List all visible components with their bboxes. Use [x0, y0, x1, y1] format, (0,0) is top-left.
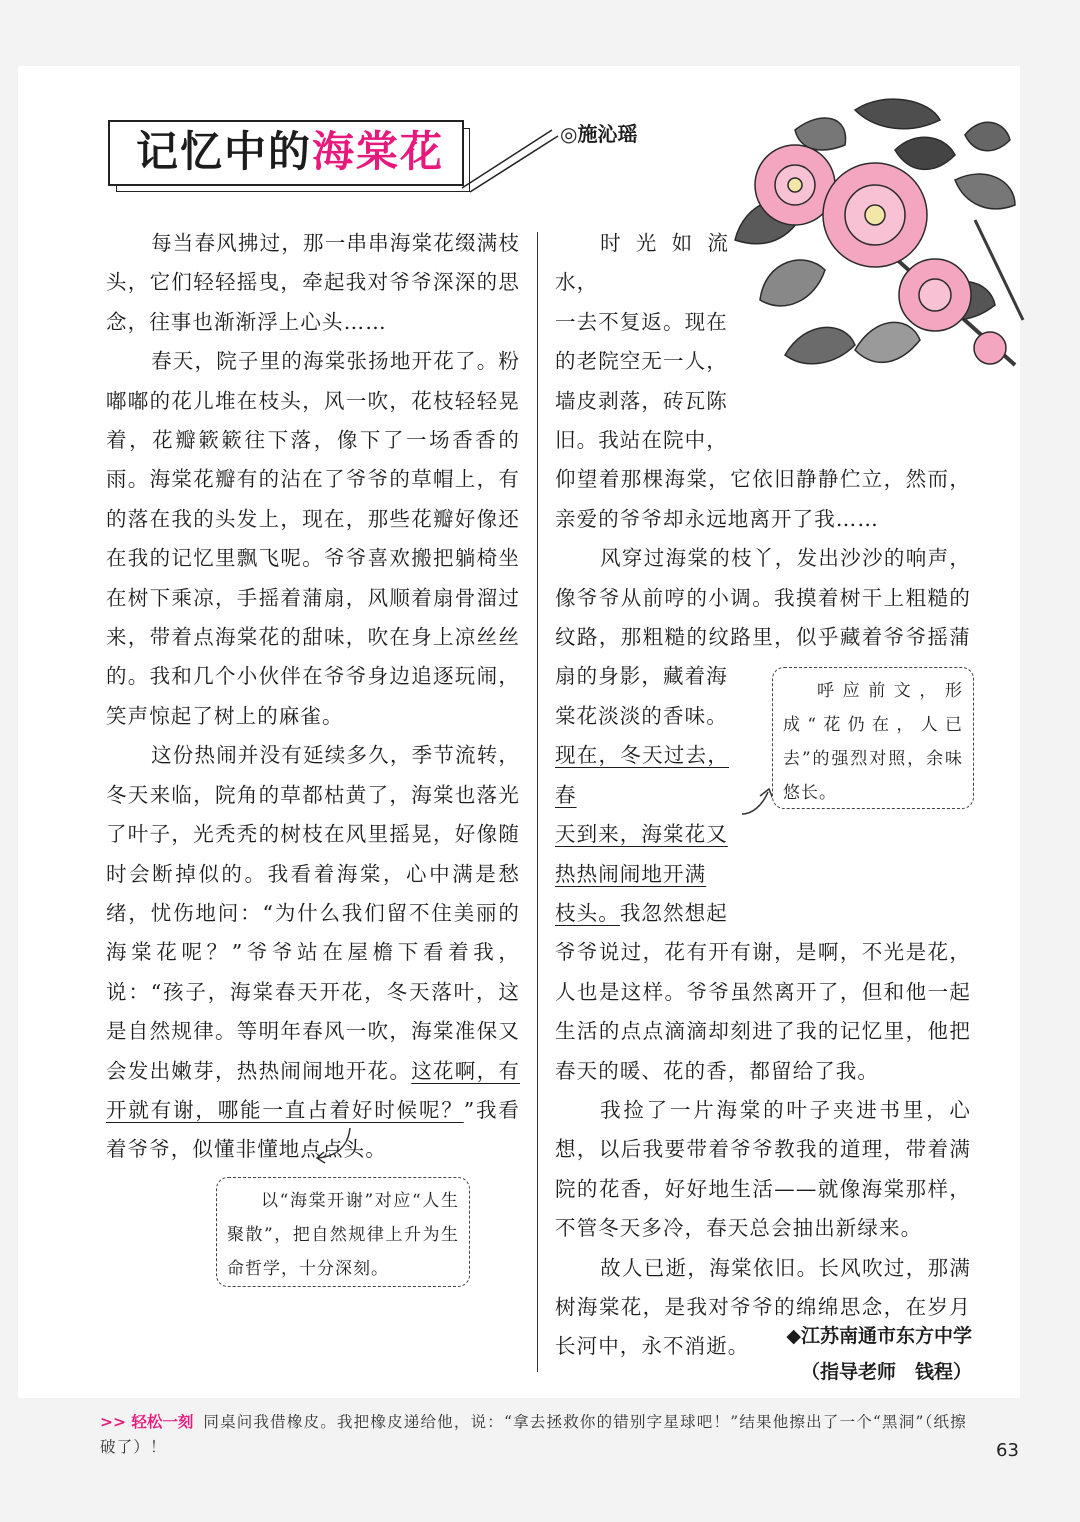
paragraph: 风穿过海棠的枝丫，发出沙沙的响声，像爷爷从前哼的小调。我摸着树干上粗糙的纹路，那粗糙的纹路里，似乎藏着爷爷摇蒲扇的身影，藏着海 — [555, 546, 971, 689]
title-prefix: 记忆中的 — [136, 127, 313, 176]
title-highlight: 海棠花 — [312, 127, 445, 176]
school-credit — [786, 1318, 972, 1390]
underlined-line: 现在，冬天过去，春 — [555, 743, 729, 807]
annotation-text: 呼应前文，形成“花仍在，人已去”的强烈对照，余味悠长。 — [783, 681, 963, 803]
underlined-sentence: 这花啊，有开就有谢，哪能一直占着好时候呢？ — [106, 1058, 521, 1122]
paragraph: 春天，院子里的海棠张扬地开花了。粉嘟嘟的花儿堆在枝头，风一吹，花枝轻轻晃着，花瓣簌簌往下落，像下了一场香香的雨。海棠花瓣有的沾在了爷爷的草帽上，有的落在我的头发上，现在，那些花瓣好像还在我的记忆里飘飞呢。爷爷喜欢搬把躺椅坐在树下乘凉，手摇着蒲扇，风顺着扇骨溜过来，带着点海棠花的甜味，吹在身上凉丝丝的。我和几个小伙伴在爷爷身边追逐玩闹，笑声惊起了树上的麻雀。 — [106, 349, 520, 728]
footer-joke — [100, 1410, 980, 1460]
column-divider — [537, 232, 538, 1372]
underlined-line: 枝头。 — [555, 900, 620, 925]
line: 墙皮剥落，砖瓦陈 — [555, 388, 728, 413]
line: 时光如流水， — [555, 231, 729, 295]
underlined-line: 热热闹闹地开满 — [555, 861, 707, 886]
teacher-name: （指导老师 钱程） — [800, 1361, 972, 1383]
page-number: 63 — [996, 1440, 1019, 1461]
line: 棠花淡淡的香味。 — [555, 703, 728, 728]
paragraph: 每当春风拂过，那一串串海棠花缀满枝头，它们轻轻摇曳，牵起我对爷爷深深的思念，往事也渐渐浮上心头…… — [106, 231, 520, 334]
line: 旧。我站在院中， — [555, 428, 728, 453]
curved-arrow-icon — [310, 1124, 360, 1168]
line: 一去不复返。现在 — [555, 309, 728, 334]
page-title — [136, 124, 444, 180]
column-left — [106, 224, 520, 1170]
footer-tag: >> 轻松一刻 — [100, 1413, 194, 1431]
paragraph — [106, 736, 520, 1169]
line: 的老院空无一人， — [555, 349, 728, 374]
paragraph: 我捡了一片海棠的叶子夹进书里，心想，以后我要带着爷爷教我的道理，带着满院的花香，好好地生活——就像海棠那样，不管冬天多冷，春天总会抽出新绿来。 — [555, 1097, 971, 1241]
paragraph-text: 这份热闹并没有延续多久，季节流转，冬天来临，院角的草都枯黄了，海棠也落光了叶子，光秃秃的树枝在风里摇晃，好像随时会断掉似的。我看着海棠，心中满是愁绪，忧伤地问：“为什么我们留不住美丽的海棠花呢？”爷爷站在屋檐下看着我，说：“孩子，海棠春天开花，冬天落叶，这是自然规律。等明年春风一吹，海棠准保又会发出嫩芽，热热闹闹地开花。 — [106, 743, 520, 1083]
paragraph: 仰望着那棵海棠，它依旧静静伫立，然而，亲爱的爷爷却永远地离开了我…… — [555, 467, 971, 531]
paragraph — [555, 224, 971, 460]
title-decoration-lines — [460, 126, 560, 196]
paragraph: 故人已逝，海棠依旧。长风吹过，那满树海棠花，是我对爷爷的绵绵思念，在岁月长河中，永不消逝。 — [555, 1255, 971, 1359]
annotation-note — [216, 1177, 470, 1287]
paragraph: 爷爷说过，花有开有谢，是啊，不光是花，人也是这样。爷爷虽然离开了，但和他一起生活的点点滴滴却刻进了我的记忆里，他把春天的暖、花的香，都留给了我。 — [555, 940, 971, 1083]
author-name: ◎施沁瑶 — [560, 122, 638, 146]
annotation-note — [772, 667, 974, 809]
annotation-text: 以“海棠开谢”对应“人生聚散”，把自然规律上升为生命哲学，十分深刻。 — [227, 1191, 459, 1279]
school-name: ◆江苏南通市东方中学 — [786, 1325, 972, 1347]
line-text: 我忽然想起 — [619, 900, 728, 925]
footer-text: 同桌问我借橡皮。我把橡皮递给他，说：“拿去拯救你的错别字星球吧！”结果他擦出了一个“黑洞”（纸擦破了）！ — [100, 1413, 967, 1456]
paragraph-text: ”我看着爷爷，似懂非懂地点点头。 — [106, 1097, 520, 1162]
underlined-line: 天到来，海棠花又 — [555, 822, 728, 847]
